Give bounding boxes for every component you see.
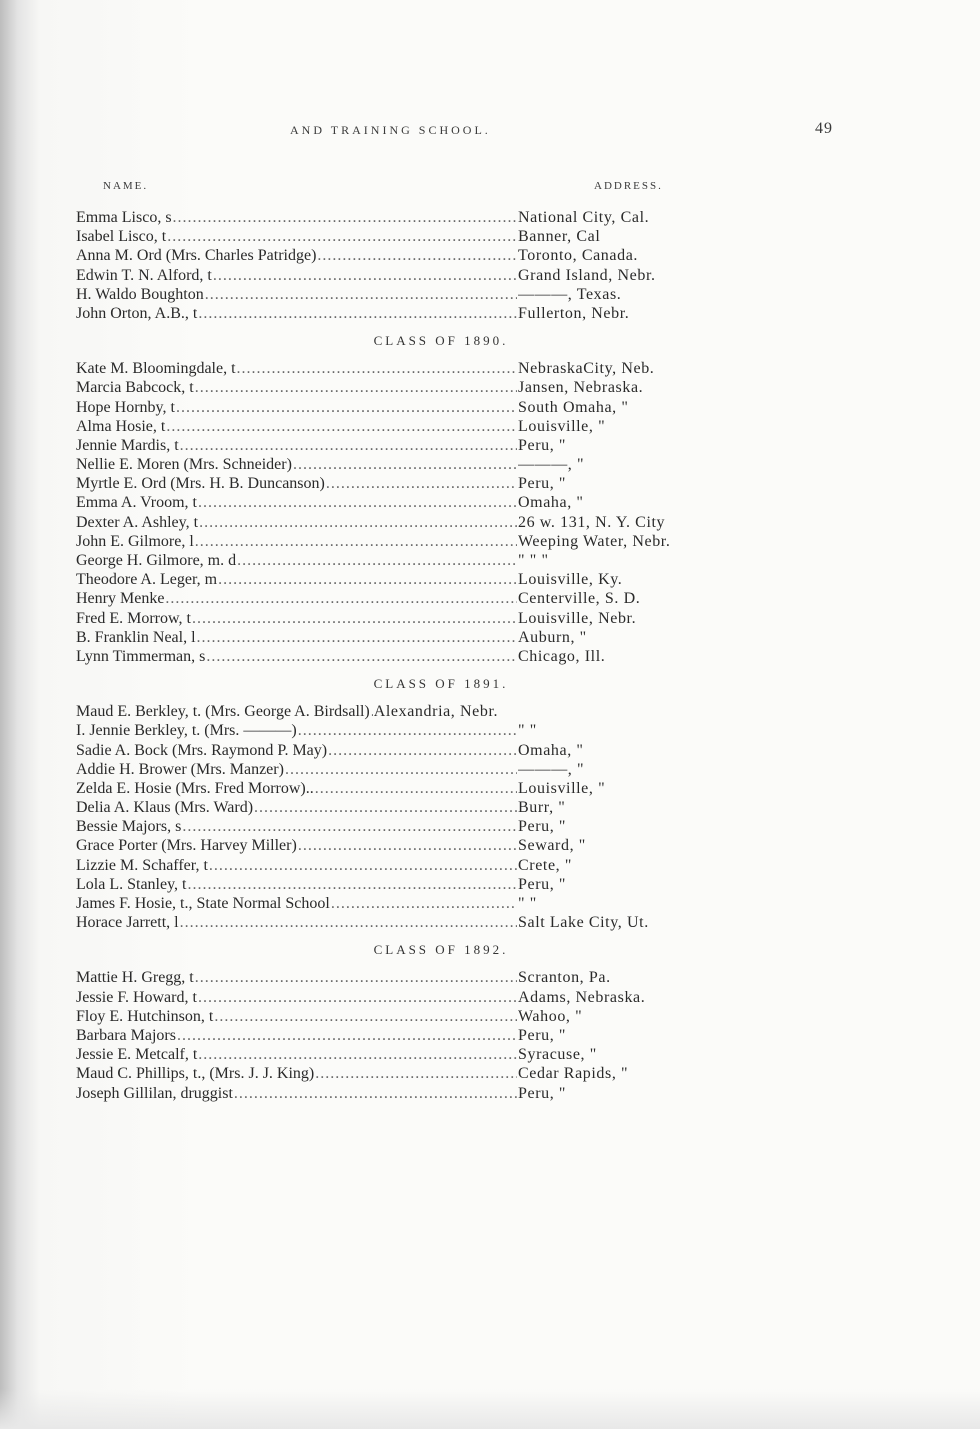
- running-head: AND TRAINING SCHOOL.: [290, 123, 491, 137]
- alumni-address: Adams, Nebraska.: [518, 988, 646, 1006]
- alumni-name: Henry Menke: [76, 590, 165, 608]
- leader-dots: [182, 817, 517, 836]
- leader-dots: [165, 589, 517, 608]
- alumni-address: Grand Island, Nebr.: [518, 266, 656, 284]
- alumni-entry: [76, 988, 776, 1007]
- alumni-name: Lynn Timmerman, s: [76, 647, 206, 665]
- alumni-entry: [76, 817, 776, 836]
- alumni-address: Fullerton, Nebr.: [518, 304, 630, 322]
- leader-dots: [205, 285, 517, 304]
- alumni-entry: [76, 1064, 776, 1083]
- alumni-address: ———, ": [518, 760, 585, 778]
- leader-dots: [331, 894, 517, 913]
- alumni-address: Centerville, S. D.: [518, 590, 641, 608]
- alumni-address: Seward, ": [518, 837, 586, 855]
- alumni-entry: [76, 875, 776, 894]
- leader-dots: [237, 359, 517, 378]
- alumni-name: Nellie E. Moren (Mrs. Schneider): [76, 456, 292, 474]
- alumni-address: Louisville, ": [518, 417, 606, 435]
- alumni-name: Theodore A. Leger, m: [76, 571, 218, 589]
- address-column-heading: ADDRESS.: [594, 180, 663, 192]
- alumni-entry: [76, 721, 776, 740]
- page-number: 49: [815, 120, 833, 137]
- alumni-address: Alexandria, Nebr.: [373, 703, 499, 721]
- alumni-address: Salt Lake City, Ut.: [518, 914, 649, 932]
- alumni-address: Burr, ": [518, 799, 566, 817]
- alumni-address: Jansen, Nebraska.: [518, 379, 644, 397]
- leader-dots: [195, 532, 517, 551]
- alumni-entry: [76, 304, 776, 323]
- alumni-entry: [76, 359, 776, 378]
- alumni-address: National City, Cal.: [518, 209, 650, 226]
- alumni-name: Mattie H. Gregg, t: [76, 969, 194, 987]
- leader-dots: [315, 779, 517, 798]
- alumni-name: Delia A. Klaus (Mrs. Ward): [76, 799, 254, 817]
- leader-dots: [206, 647, 517, 666]
- leader-dots: [198, 988, 517, 1007]
- leader-dots: [213, 266, 517, 285]
- leader-dots: [173, 208, 517, 227]
- alumni-address: South Omaha, ": [518, 398, 629, 416]
- alumni-name: Horace Jarrett, l: [76, 914, 179, 932]
- alumni-address: Peru, ": [518, 818, 567, 836]
- alumni-entry: [76, 227, 776, 246]
- alumni-name: Kate M. Bloomingdale, t: [76, 360, 236, 378]
- leader-dots: [198, 1045, 517, 1064]
- leader-dots: [195, 378, 517, 397]
- alumni-name: George H. Gilmore, m. d: [76, 552, 237, 569]
- leader-dots: [167, 227, 517, 246]
- alumni-entry: [76, 779, 776, 798]
- alumni-entry: [76, 628, 776, 647]
- alumni-name: I. Jennie Berkley, t. (Mrs. ———): [76, 722, 297, 740]
- alumni-name: Jessie F. Howard, t: [76, 988, 197, 1006]
- alumni-address: NebraskaCity, Neb.: [518, 360, 655, 378]
- alumni-name: B. Franklin Neal, l: [76, 628, 196, 646]
- alumni-address: Banner, Cal: [518, 228, 601, 246]
- alumni-address: Auburn, ": [518, 628, 587, 646]
- alumni-address: Peru, ": [518, 875, 567, 893]
- alumni-name: Maud E. Berkley, t. (Mrs. George A. Birdsall): [76, 703, 370, 721]
- alumni-entry: [76, 532, 776, 551]
- alumni-address: Peru, ": [518, 1084, 567, 1102]
- alumni-name: Fred E. Morrow, t: [76, 609, 191, 627]
- leader-dots: [197, 628, 517, 647]
- alumni-entry: [76, 741, 776, 760]
- alumni-name: Edwin T. N. Alford, t: [76, 266, 212, 284]
- leader-dots: [293, 455, 517, 474]
- alumni-entry: [76, 894, 776, 913]
- alumni-address: Weeping Water, Nebr.: [518, 532, 671, 550]
- alumni-name: Joseph Gillilan, druggist: [76, 1084, 233, 1102]
- alumni-entry: [76, 702, 776, 721]
- leader-dots: [195, 968, 517, 987]
- alumni-name: Isabel Lisco, t: [76, 228, 167, 246]
- alumni-entry: [76, 913, 776, 932]
- leader-dots: [192, 609, 517, 628]
- leader-dots: [177, 1026, 517, 1045]
- alumni-address: Toronto, Canada.: [518, 247, 639, 265]
- alumni-name: Hope Hornby, t: [76, 398, 175, 416]
- alumni-address: Peru, ": [518, 1026, 567, 1044]
- name-column-heading: NAME.: [103, 180, 149, 192]
- alumni-name: Sadie A. Bock (Mrs. Raymond P. May): [76, 741, 328, 759]
- class-heading: CLASS OF 1890.: [373, 333, 509, 349]
- leader-dots: [317, 246, 517, 265]
- leader-dots: [198, 304, 517, 323]
- page-shadow: [0, 1389, 980, 1429]
- leader-dots: [328, 741, 517, 760]
- alumni-entry: [76, 836, 776, 855]
- alumni-address: Cedar Rapids, ": [518, 1065, 629, 1083]
- alumni-entry: [76, 493, 776, 512]
- leader-dots: [198, 493, 517, 512]
- leader-dots: [298, 721, 517, 740]
- leader-dots: [315, 1064, 517, 1083]
- alumni-entry: [76, 856, 776, 875]
- leader-dots: [209, 856, 517, 875]
- alumni-name: Marcia Babcock, t: [76, 379, 194, 397]
- alumni-name: John E. Gilmore, l: [76, 532, 194, 550]
- leader-dots: [285, 760, 517, 779]
- alumni-entry: [76, 798, 776, 817]
- alumni-entry: [76, 1007, 776, 1026]
- alumni-entry: [76, 436, 776, 455]
- alumni-address: ———, ": [518, 456, 585, 474]
- alumni-name: Lizzie M. Schaffer, t: [76, 856, 208, 874]
- alumni-name: Addie H. Brower (Mrs. Manzer): [76, 760, 284, 778]
- alumni-name: James F. Hosie, t., State Normal School: [76, 895, 330, 912]
- alumni-entry: [76, 1045, 776, 1064]
- alumni-entry: [76, 417, 776, 436]
- alumni-name: Emma Lisco, s: [76, 209, 172, 226]
- leader-dots: [298, 836, 517, 855]
- alumni-name: Maud C. Phillips, t., (Mrs. J. J. King): [76, 1065, 315, 1083]
- alumni-address: ———, Texas.: [518, 285, 622, 303]
- alumni-list: [76, 208, 776, 1103]
- alumni-name: H. Waldo Boughton: [76, 285, 204, 303]
- alumni-address: " ": [518, 722, 537, 740]
- leader-dots: [188, 875, 518, 894]
- alumni-address: " " ": [518, 552, 549, 569]
- alumni-address: Omaha, ": [518, 741, 584, 759]
- alumni-entry: [76, 1084, 776, 1103]
- alumni-name: Bessie Majors, s: [76, 818, 182, 836]
- alumni-name: Lola L. Stanley, t: [76, 875, 187, 893]
- alumni-entry: [76, 266, 776, 285]
- alumni-address: 26 w. 131, N. Y. City: [518, 513, 666, 531]
- alumni-entry: [76, 647, 776, 666]
- leader-dots: [234, 1084, 517, 1103]
- alumni-entry: [76, 1026, 776, 1045]
- alumni-entry: [76, 589, 776, 608]
- leader-dots: [371, 702, 373, 721]
- alumni-address: Peru, ": [518, 475, 567, 493]
- alumni-address: Louisville, ": [518, 779, 606, 797]
- alumni-address: Omaha, ": [518, 494, 584, 512]
- leader-dots: [237, 551, 517, 570]
- alumni-entry: [76, 398, 776, 417]
- alumni-address: Wahoo, ": [518, 1007, 583, 1025]
- alumni-name: Emma A. Vroom, t: [76, 494, 197, 512]
- alumni-address: Peru, ": [518, 436, 567, 454]
- alumni-name: Anna M. Ord (Mrs. Charles Patridge): [76, 247, 317, 265]
- alumni-name: Dexter A. Ashley, t: [76, 513, 199, 531]
- alumni-name: Grace Porter (Mrs. Harvey Miller): [76, 837, 297, 855]
- alumni-name: Barbara Majors: [76, 1026, 176, 1044]
- alumni-entry: [76, 246, 776, 265]
- alumni-address: Syracuse, ": [518, 1046, 597, 1064]
- leader-dots: [254, 798, 517, 817]
- class-heading: CLASS OF 1892.: [373, 942, 509, 958]
- alumni-entry: [76, 570, 776, 589]
- alumni-name: Jessie E. Metcalf, t: [76, 1046, 198, 1064]
- leader-dots: [180, 436, 517, 455]
- alumni-entry: [76, 760, 776, 779]
- alumni-entry: [76, 285, 776, 304]
- alumni-name: Myrtle E. Ord (Mrs. H. B. Duncanson): [76, 475, 325, 493]
- alumni-entry: [76, 378, 776, 397]
- leader-dots: [214, 1007, 517, 1026]
- alumni-address: Crete, ": [518, 856, 572, 874]
- alumni-address: Louisville, Nebr.: [518, 609, 637, 627]
- alumni-name: John Orton, A.B., t: [76, 304, 198, 322]
- leader-dots: [180, 913, 517, 932]
- leader-dots: [166, 417, 517, 436]
- alumni-address: Scranton, Pa.: [518, 969, 611, 987]
- alumni-entry: [76, 968, 776, 987]
- alumni-entry: [76, 609, 776, 628]
- alumni-entry: [76, 455, 776, 474]
- alumni-entry: [76, 474, 776, 493]
- alumni-address: Chicago, Ill.: [518, 647, 606, 665]
- alumni-address: Louisville, Ky.: [518, 571, 623, 589]
- class-heading: CLASS OF 1891.: [373, 676, 509, 692]
- leader-dots: [199, 513, 517, 532]
- alumni-name: Zelda E. Hosie (Mrs. Fred Morrow)..: [76, 779, 314, 797]
- alumni-name: Floy E. Hutchinson, t: [76, 1007, 214, 1025]
- alumni-entry: [76, 551, 776, 570]
- alumni-name: Jennie Mardis, t: [76, 436, 179, 454]
- alumni-name: Alma Hosie, t: [76, 417, 166, 435]
- leader-dots: [218, 570, 517, 589]
- leader-dots: [176, 398, 517, 417]
- alumni-entry: [76, 513, 776, 532]
- alumni-address: " ": [518, 895, 537, 912]
- leader-dots: [326, 474, 517, 493]
- alumni-entry: [76, 208, 776, 227]
